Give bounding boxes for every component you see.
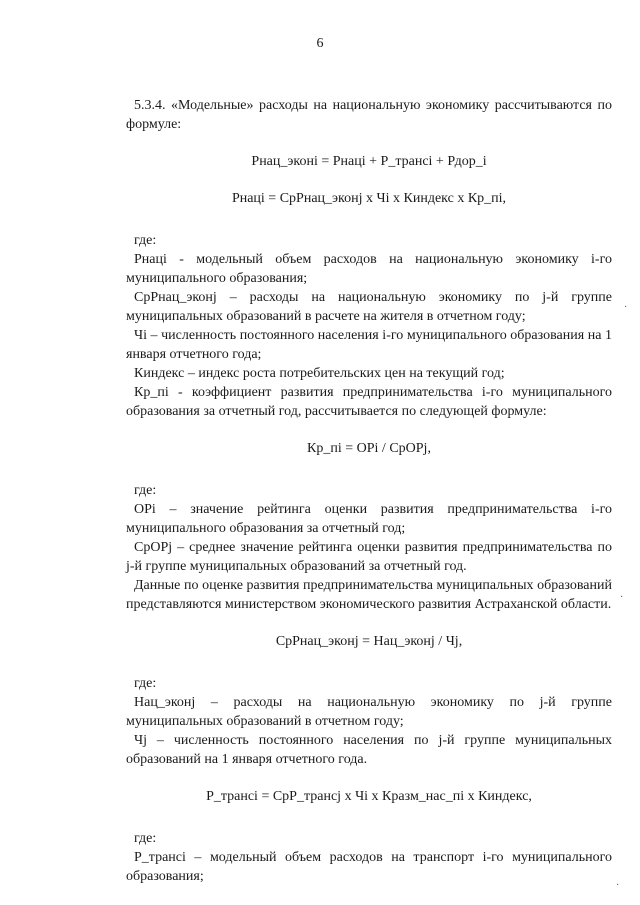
definition: СрОРј – среднее значение рейтинга оценки развития предпринимательства по ј-й группе муниципальных образований за отчетный год.	[126, 540, 612, 574]
paragraph: Данные по оценке развития предпринимательства муниципальных образований представляются министерством экономического развития Астраханской области.	[126, 578, 612, 612]
formula-rnac: Рнаці = СрРнац_эконј х Чі х Киндекс х Кр_пі,	[231, 191, 507, 206]
definition: Нац_эконј – расходы на национальную экономику по ј-й группе муниципальных образований в отчетном году;	[126, 695, 612, 729]
definition: СрРнац_эконј – расходы на национальную экономику по ј-й группе муниципальных образований в расчете на жителя в отчетном году;	[126, 290, 612, 324]
formula-ptrans: Р_трансі = СрР_трансј х Чі х Кразм_нас_пі х Киндекс,	[206, 789, 532, 804]
scan-mark: ·	[624, 302, 628, 313]
formula-krp: Кр_пі = ОРі / СрОРј,	[307, 441, 431, 456]
definition: ОРі – значение рейтинга оценки развития предпринимательства і-го муниципального образования за отчетный год;	[126, 502, 612, 536]
definition: Чі – численность постоянного населения і-го муниципального образования на 1 января отчетного года;	[126, 328, 612, 362]
section-intro: 5.3.4. «Модельные» расходы на национальную экономику рассчитываются по формуле:	[126, 98, 612, 132]
definition: Киндекс – индекс роста потребительских цен на текущий год;	[134, 366, 505, 381]
where-label: где:	[134, 831, 157, 846]
definition: Кр_пі - коэффициент развития предпринимательства і-го муниципального образования за отчетный год, рассчитывается по следующей формуле:	[126, 385, 612, 419]
formula-total: Рнац_эконі = Рнаці + Р_трансі + Рдор_і	[251, 154, 487, 169]
where-label: где:	[134, 483, 157, 498]
where-label: где:	[134, 676, 157, 691]
page-body	[126, 96, 612, 886]
definition: Рнаці - модельный объем расходов на национальную экономику і-го муниципального образования;	[126, 252, 612, 286]
page-number: 6	[316, 36, 324, 51]
where-label: где:	[134, 233, 157, 248]
definition: Р_трансі – модельный объем расходов на транспорт і-го муниципального образования;	[126, 850, 612, 884]
definition: Чј – численность постоянного населения по ј-й группе муниципальных образований на 1 января отчетного года.	[126, 733, 612, 767]
scan-mark: ·	[620, 592, 624, 603]
formula-srnac: СрРнац_эконј = Нац_эконј / Чј,	[275, 634, 463, 649]
scan-mark: ·	[616, 880, 620, 891]
